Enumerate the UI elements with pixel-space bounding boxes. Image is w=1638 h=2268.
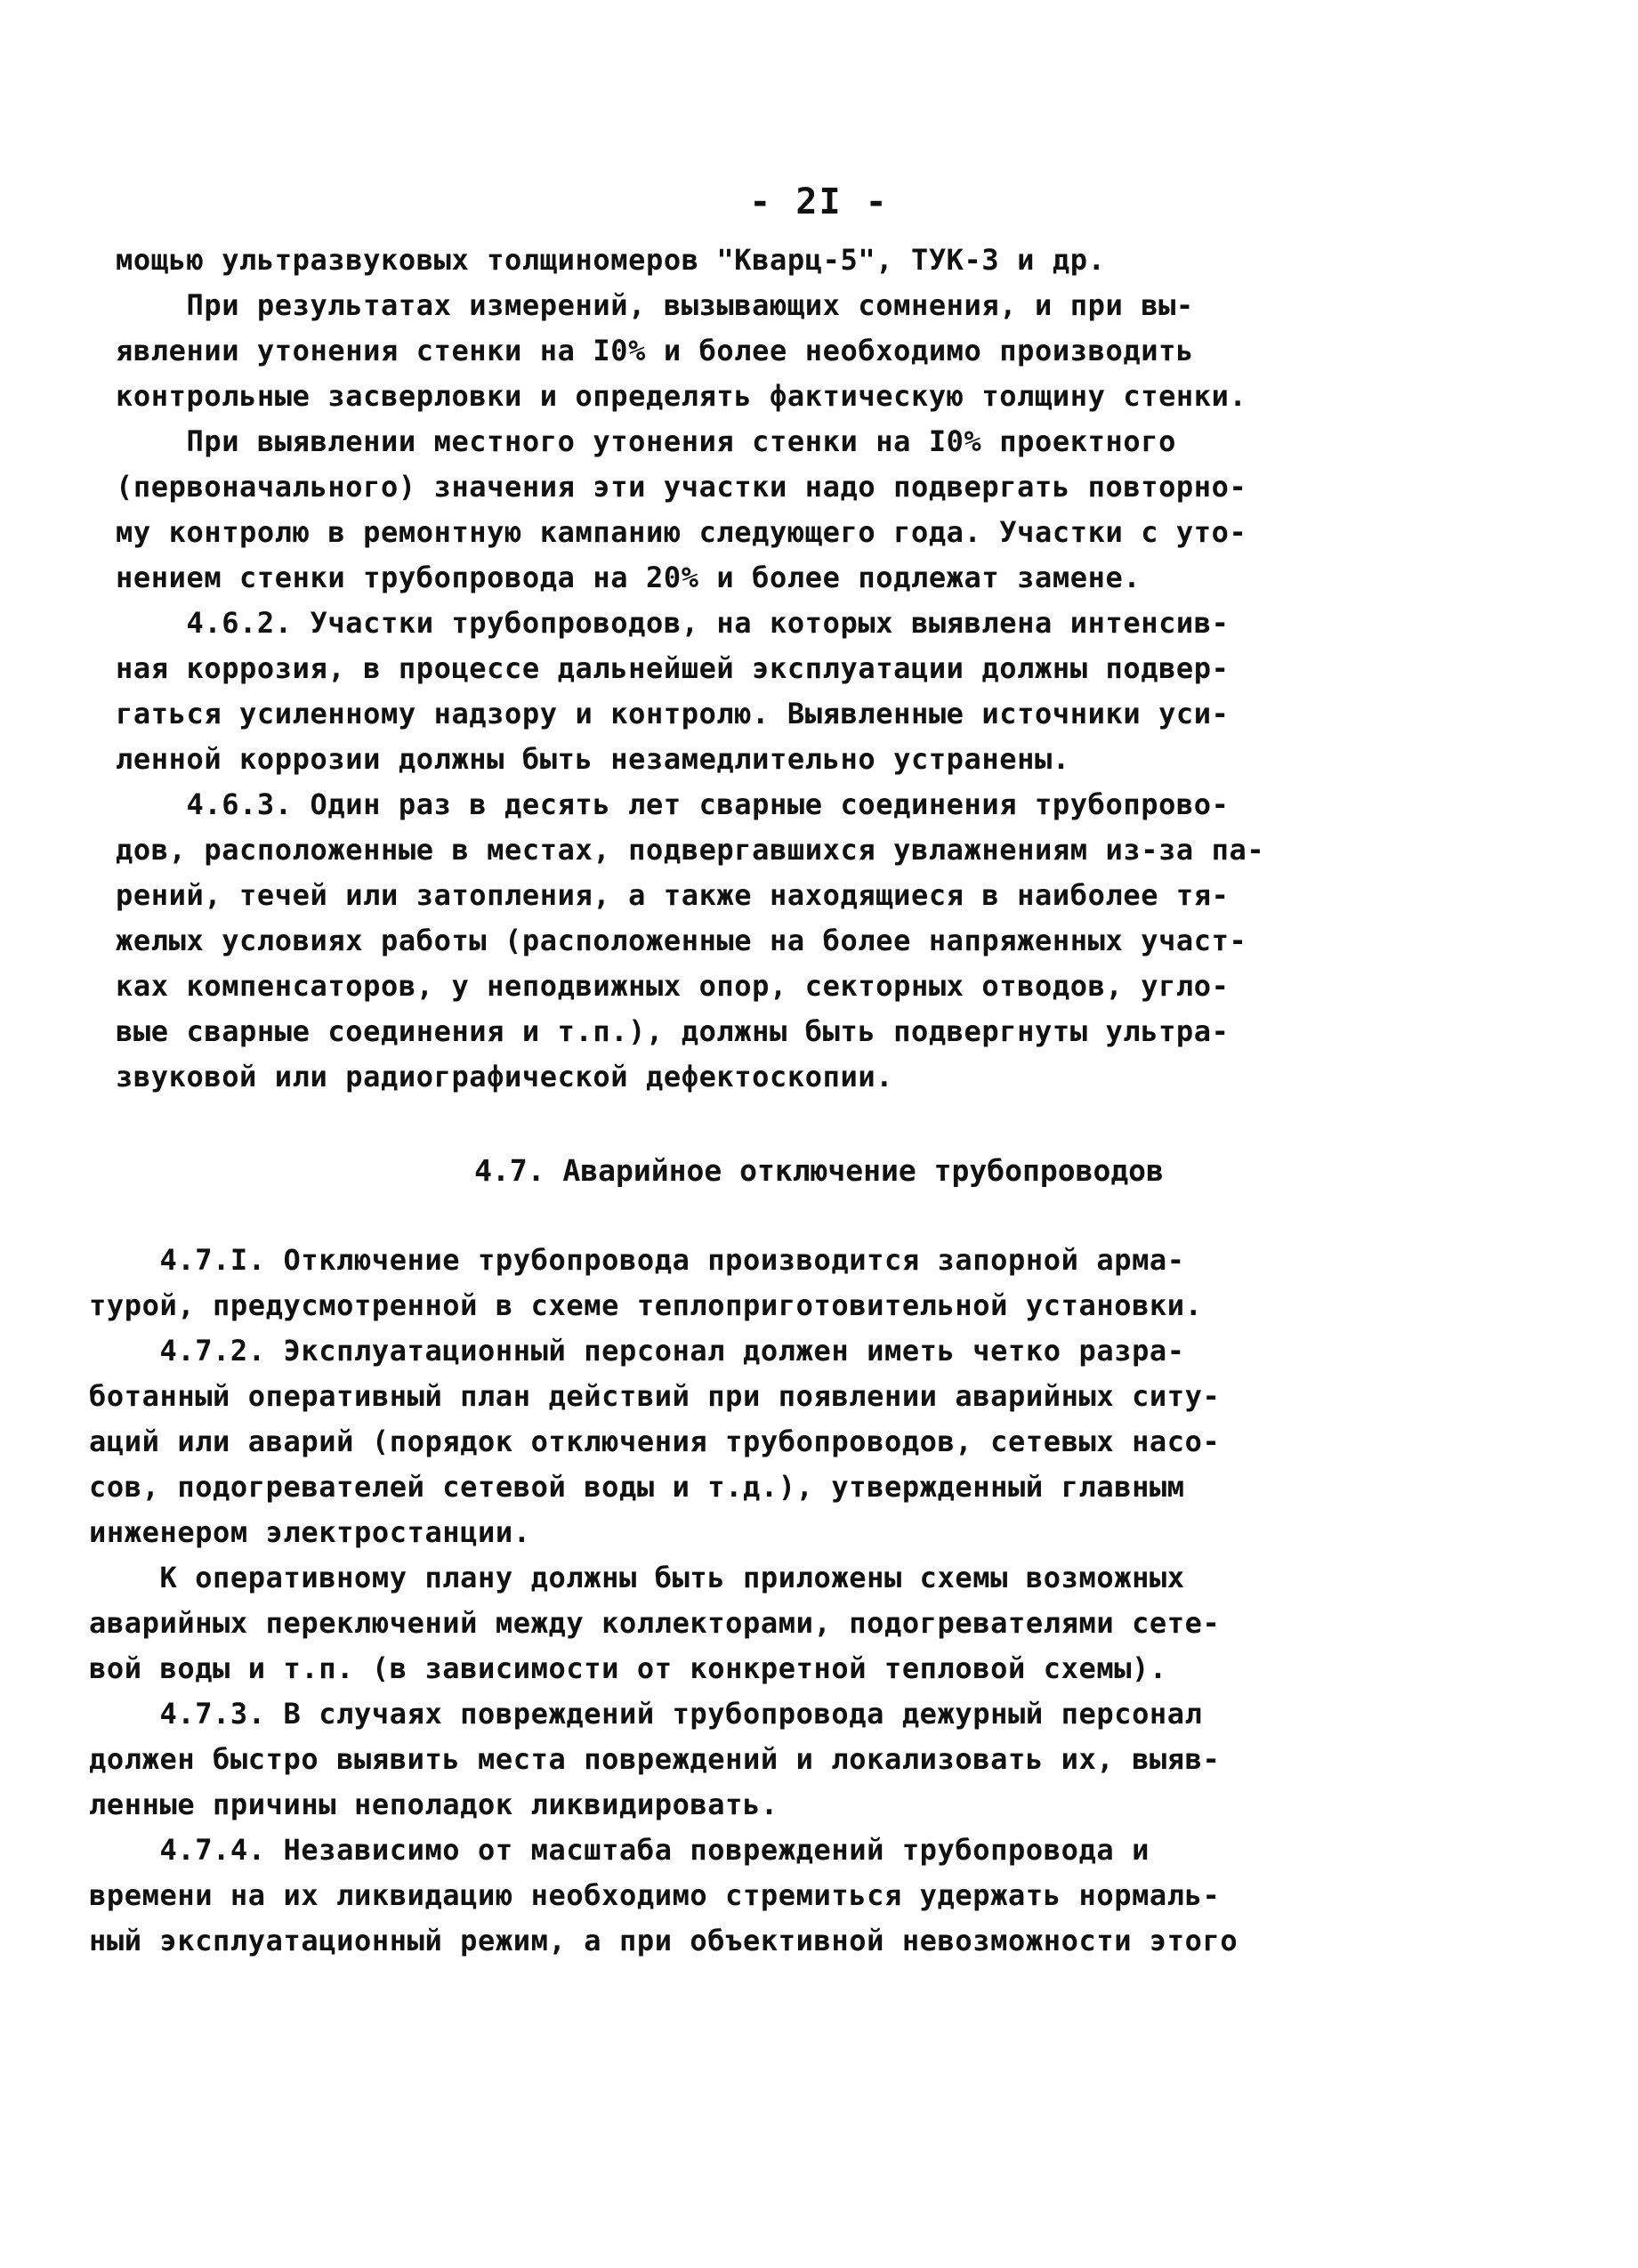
text-line: ленной коррозии должны быть незамедлительно устранены. bbox=[116, 742, 1070, 776]
text-line: аварийных переключений между коллекторами, подогревателями сете- bbox=[89, 1606, 1221, 1640]
text-line: аций или аварий (порядок отключения трубопроводов, сетевых насо- bbox=[89, 1425, 1221, 1458]
text-line: ная коррозия, в процессе дальнейшей эксплуатации должны подвер- bbox=[116, 651, 1230, 685]
text-line: 4.6.2. Участки трубопроводов, на которых выявлена интенсив- bbox=[116, 606, 1230, 640]
text-line: 4.7.3. В случаях повреждений трубопровода дежурный персонал bbox=[89, 1697, 1203, 1731]
text-line: инженером электростанции. bbox=[89, 1515, 531, 1549]
text-line: мощью ультразвуковых толщиномеров "Кварц-5", ТУК-3 и др. bbox=[116, 243, 1106, 277]
text-line: ках компенсаторов, у неподвижных опор, секторных отводов, угло- bbox=[116, 969, 1230, 1003]
text-line: (первоначального) значения эти участки надо подвергать повторно- bbox=[116, 470, 1247, 504]
text-line: желых условиях работы (расположенные на более напряженных участ- bbox=[116, 924, 1247, 957]
text-line: 4.7.2. Эксплуатационный персонал должен иметь четко разра- bbox=[89, 1334, 1185, 1368]
text-line: му контролю в ремонтную кампанию следующего года. Участки с уто- bbox=[116, 515, 1247, 549]
text-line: 4.7.I. Отключение трубопровода производится запорной арма- bbox=[89, 1243, 1185, 1277]
text-line: вой воды и т.п. (в зависимости от конкретной тепловой схемы). bbox=[89, 1651, 1167, 1685]
text-line: При результатах измерений, вызывающих сомнения, и при вы- bbox=[116, 288, 1194, 322]
text-line: контрольные засверловки и определять фактическую толщину стенки. bbox=[116, 379, 1247, 413]
text-line: явлении утонения стенки на I0% и более необходимо производить bbox=[116, 334, 1194, 367]
text-line: времени на их ликвидацию необходимо стремиться удержать нормаль- bbox=[89, 1878, 1221, 1912]
text-line: нением стенки трубопровода на 20% и более подлежат замене. bbox=[116, 561, 1142, 594]
text-line: должен быстро выявить места повреждений и локализовать их, выяв- bbox=[89, 1742, 1221, 1776]
text-line: 4.7.4. Независимо от масштаба повреждений трубопровода и bbox=[89, 1833, 1150, 1867]
page-number: - 2I - bbox=[749, 182, 889, 222]
text-line: турой, предусмотренной в схеме теплоприготовительной установки. bbox=[89, 1288, 1203, 1322]
text-line: вые сварные соединения и т.п.), должны быть подвергнуты ультра- bbox=[116, 1014, 1230, 1048]
text-line: К оперативному плану должны быть приложены схемы возможных bbox=[89, 1561, 1185, 1594]
text-line: рений, течей или затопления, а также находящиеся в наиболее тя- bbox=[116, 878, 1230, 912]
text-line: ленные причины неполадок ликвидировать. bbox=[89, 1788, 779, 1821]
text-line: звуковой или радиографической дефектоскопии. bbox=[116, 1060, 894, 1094]
section-heading: 4.7. Аварийное отключение трубопроводов bbox=[474, 1153, 1164, 1188]
text-line: гаться усиленному надзору и контролю. Выявленные источники уси- bbox=[116, 697, 1230, 730]
text-line: При выявлении местного утонения стенки на I0% проектного bbox=[116, 424, 1176, 458]
text-line: ный эксплуатационный режим, а при объективной невозможности этого bbox=[89, 1924, 1239, 1957]
text-line: 4.6.3. Один раз в десять лет сварные соединения трубопрово- bbox=[116, 787, 1230, 821]
text-line: дов, расположенные в местах, подвергавшихся увлажнениям из-за па- bbox=[116, 833, 1265, 867]
text-line: сов, подогревателей сетевой воды и т.д.), утвержденный главным bbox=[89, 1470, 1185, 1504]
text-line: ботанный оперативный план действий при появлении аварийных ситу- bbox=[89, 1379, 1221, 1413]
